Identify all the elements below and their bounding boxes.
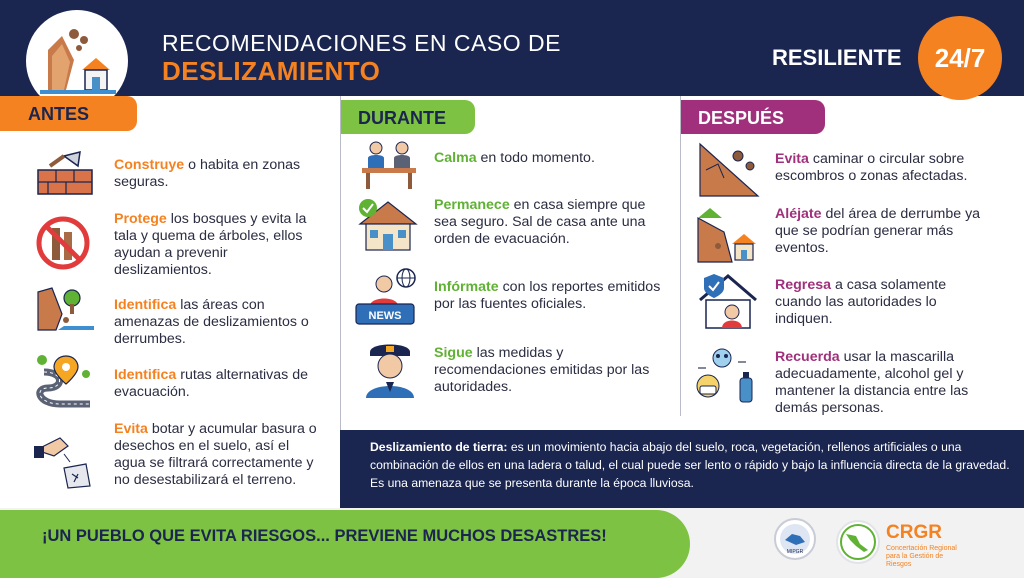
landslide-tree-icon (34, 284, 96, 339)
news-anchor-icon (354, 266, 418, 333)
crgr-logo-icon (836, 520, 880, 564)
route-pin-icon (34, 352, 96, 419)
tab-durante: DURANTE (340, 100, 475, 134)
antes-item-1: Construye o habita en zonas seguras. (114, 157, 301, 190)
tab-antes: ANTES (0, 96, 137, 131)
police-officer-icon (362, 338, 418, 405)
no-logging-icon (34, 214, 92, 277)
svg-text:NEWS: NEWS (368, 310, 402, 322)
trash-hand-icon (34, 432, 96, 497)
durante-item-3: Infórmate con los reportes emitidos por las fuentes oficiales. (434, 279, 661, 312)
despues-item-1: Evita caminar o circular sobre escombros o zonas afectadas. (775, 151, 968, 184)
resiliente-label: RESILIENTE (772, 45, 902, 70)
definition-box: Deslizamiento de tierra: es un movimiento hacia abajo del suelo, roca, vegetación, rellenos artificiales o una combinación de ellos en una ladera o talud, el cual puede ser lento o rápido y bajo la influencia directa de la gravedad. Es una amenaza que se presenta durante la época lluviosa. (340, 430, 1024, 508)
slogan-text: ¡UN PUEBLO QUE EVITA RIESGOS... PREVIENE MUCHOS DESASTRES! (42, 527, 607, 545)
despues-item-3: Regresa a casa solamente cuando las autoridades lo indiquen. (775, 277, 947, 327)
durante-item-2: Permanece en casa siempre que sea seguro. Sal de casa ante una orden de evacuación. (434, 197, 646, 247)
svg-text:MIPGR: MIPGR (786, 549, 804, 555)
antes-item-2: Protege los bosques y evita la tala y quema de árboles, ellos ayudan a prevenir deslizamientos. (114, 211, 307, 278)
antes-item-4: Identifica rutas alternativas de evacuación. (114, 367, 308, 400)
title-line1: RECOMENDACIONES EN CASO DE (162, 30, 561, 56)
durante-item-4: Sigue las medidas y recomendaciones emitidas por las autoridades. (434, 345, 650, 395)
antes-item-5: Evita botar y acumular basura o desechos en el suelo, así el agua se filtrará correctamente y no desestabilizará el terreno. (114, 421, 317, 488)
column-divider-2 (680, 96, 681, 416)
title-line2: DESLIZAMIENTO (162, 56, 381, 86)
durante-item-1: Calma en todo momento. (434, 150, 595, 166)
crgr-name: CRGR (886, 522, 942, 543)
despues-item-4: Recuerda usar la mascarilla adecuadamente, alcohol gel y mantener la distancia entre las demás personas. (775, 349, 969, 416)
house-check-icon (356, 196, 418, 259)
mipgr-seal (774, 518, 816, 560)
landslide-house-icon (696, 204, 760, 269)
despues-item-2: Aléjate del área de derrumbe ya que se podrían generar más eventos. (775, 206, 981, 256)
crgr-subtitle: Concertación Regional para la Gestión de Riesgos (886, 545, 957, 568)
trowel-brick-icon (34, 150, 96, 203)
house-shield-icon (696, 270, 760, 337)
rock-debris-icon (698, 140, 760, 203)
badge-24-7: 24/7 (918, 16, 1002, 100)
antes-item-3: Identifica las áreas con amenazas de deslizamientos o derrumbes. (114, 297, 309, 347)
mask-distance-icon (694, 346, 760, 413)
people-sitting-icon (358, 138, 420, 195)
tab-despues: DESPUÉS (680, 100, 825, 134)
column-divider-1 (340, 96, 341, 436)
